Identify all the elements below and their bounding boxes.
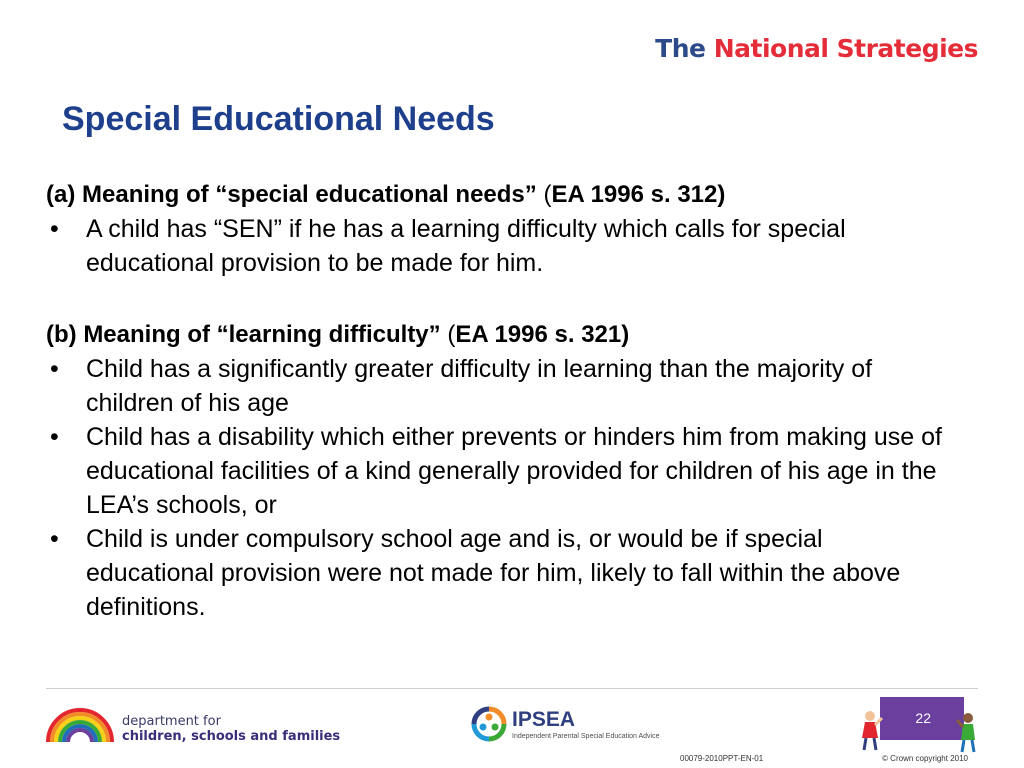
ipsea-logo-icon — [470, 705, 508, 743]
dcsf-line1: department for — [122, 714, 221, 729]
list-item: • A child has “SEN” if he has a learning difficulty which calls for special educational provision to be made for him. — [46, 212, 946, 280]
brand-name: National Strategies — [713, 34, 978, 63]
section-b-paren: ( — [447, 321, 456, 348]
section-a-paren: ( — [543, 181, 552, 208]
section-a-reference: EA 1996 s. 312) — [551, 181, 726, 208]
list-item: • Child has a disability which either prevents or hinders him from making use of educational facilities of a kind generally provided for children of his age in the LEA’s schools, or — [46, 420, 946, 522]
national-strategies-logo — [655, 34, 978, 63]
children-illustration-icon — [856, 708, 980, 754]
ipsea-name: IPSEA — [512, 708, 576, 731]
dcsf-logo — [122, 714, 340, 744]
slide-content — [46, 178, 946, 624]
slide-title: Special Educational Needs — [62, 100, 495, 138]
rainbow-icon — [44, 706, 116, 744]
section-b-list — [46, 352, 946, 624]
section-a-list — [46, 212, 946, 280]
page-number: 22 — [915, 710, 931, 726]
section-b-reference: EA 1996 s. 321) — [455, 321, 630, 348]
ipsea-tagline: Independent Parental Special Education Advice — [512, 733, 660, 740]
list-item: • Child is under compulsory school age and is, or would be if special educational provision were not made for him, likely to fall within the above definitions. — [46, 522, 946, 624]
section-a-heading — [46, 178, 946, 212]
brand-the: The — [655, 34, 706, 63]
section-b-heading-text: (b) Meaning of “learning difficulty” — [46, 321, 441, 348]
section-a-heading-text: (a) Meaning of “special educational needs” — [46, 181, 537, 208]
section-b-heading — [46, 318, 946, 352]
dcsf-line2: children, schools and families — [122, 729, 341, 744]
list-item: • Child has a significantly greater difficulty in learning than the majority of children of his age — [46, 352, 946, 420]
document-code: 00079-2010PPT-EN-01 — [680, 754, 764, 763]
copyright-notice: © Crown copyright 2010 — [882, 754, 968, 763]
footer-divider — [46, 688, 978, 689]
